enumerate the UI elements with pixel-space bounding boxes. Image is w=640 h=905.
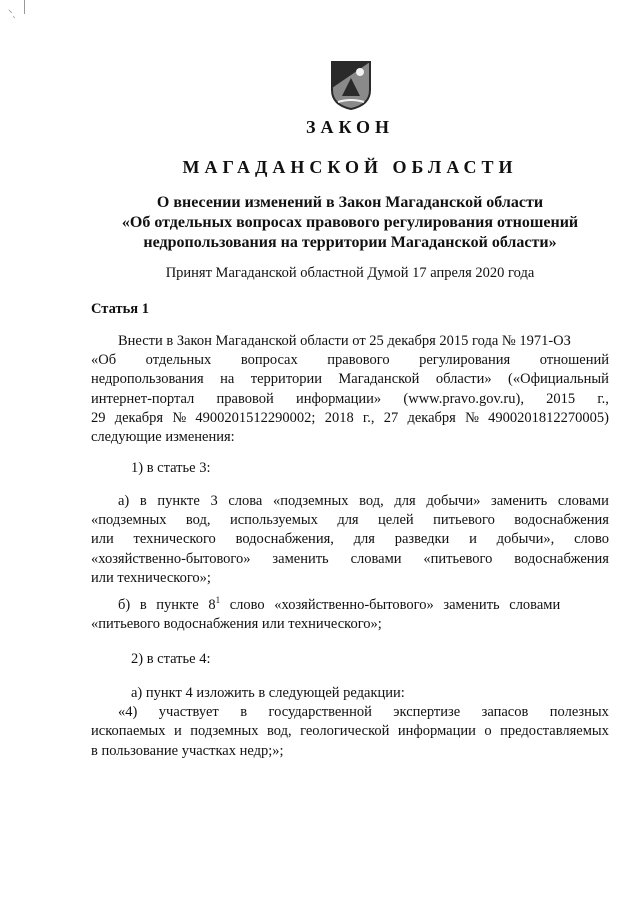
word: заменить (491, 493, 548, 509)
word: экспертизе (393, 704, 461, 721)
text-line (91, 703, 609, 722)
word: словами (350, 550, 402, 567)
word: водоснабжения (514, 550, 609, 567)
word: 4900201812270005) (488, 409, 609, 426)
word: 4900201512290002; (195, 409, 316, 426)
word: № (465, 409, 479, 426)
intro-paragraph (91, 332, 609, 447)
word: предоставляемых (500, 723, 609, 740)
item-1b-text: слово «хозяйственно-бытового» заменить словами (220, 597, 561, 613)
law-title-line: «Об отдельных вопросах правового регулирования отношений (121, 214, 579, 231)
word: разведки (394, 531, 450, 548)
word: и (174, 723, 182, 740)
text-line: а) пункт 4 изложить в следующей редакции: (131, 685, 405, 701)
text-line: в пользование участках недр;»; (91, 742, 284, 759)
word: целей (378, 512, 414, 529)
word: о (484, 723, 492, 740)
word: для (337, 512, 359, 529)
text-line (91, 390, 609, 409)
law-heading: ЗАКОН (305, 117, 395, 137)
item-2a-paragraph (91, 684, 609, 761)
text-line (91, 351, 609, 370)
word: пункте (157, 493, 200, 509)
article-heading: Статья 1 (91, 301, 149, 317)
word: участвует (158, 704, 219, 721)
word: правового (327, 352, 390, 369)
word: ископаемых (91, 723, 166, 740)
word: территории (250, 371, 322, 388)
word: подземных (190, 723, 259, 740)
item-1: 1) в статье 3: (131, 460, 211, 476)
word: в (139, 493, 147, 509)
word: декабря (407, 409, 456, 426)
word: «подземных (91, 512, 167, 529)
region-heading: МАГАДАНСКОЙ ОБЛАСТИ (182, 157, 518, 177)
text-line (91, 596, 609, 615)
item-1b-text: б) в пункте 8 (118, 597, 216, 613)
text-line: «питьевого водоснабжения или технического»; (91, 616, 382, 633)
word: технического (133, 531, 216, 548)
item-1b-paragraph (91, 596, 609, 634)
word: запасов (481, 704, 529, 721)
word: заменить (272, 550, 329, 567)
law-title-line: О внесении изменений в Закон Магаданской области (156, 194, 544, 211)
word: отношений (539, 352, 609, 369)
word: слово (574, 531, 609, 548)
scan-edge-mark: ⸌ˎ (8, 8, 16, 18)
word: недропользования (91, 371, 204, 388)
item-1a-paragraph (91, 492, 609, 588)
text-line (91, 370, 609, 389)
word: используемых (229, 512, 318, 529)
word: правовой (216, 390, 274, 407)
word: для (353, 531, 375, 548)
item-2: 2) в статье 4: (131, 651, 211, 667)
word: геологической (300, 723, 390, 740)
scan-edge-line (24, 0, 25, 14)
word: на (220, 371, 235, 388)
word: («Официальный (508, 371, 609, 388)
word: области» (435, 371, 492, 388)
word: «подземных (273, 493, 349, 509)
word: 29 (91, 409, 106, 426)
word: и (469, 531, 477, 548)
law-title-line: недропользования на территории Магаданской области» (143, 234, 557, 251)
text-line: Внести в Закон Магаданской области от 25 декабря 2015 года № 1971-ОЗ (118, 333, 571, 349)
word: декабря (114, 409, 164, 426)
word: слова (228, 493, 263, 509)
word: 2015 (546, 390, 576, 407)
word: водоснабжения, (235, 531, 334, 548)
text-line (91, 409, 609, 428)
word: информации» (295, 390, 382, 407)
word: добычи», (496, 531, 555, 548)
text-line (91, 492, 609, 511)
word: г., (362, 409, 375, 426)
law-title (0, 193, 640, 253)
word: (www.pravo.gov.ru), (403, 390, 524, 407)
word: «хозяйственно-бытового» (91, 550, 251, 567)
superscript: 1 (215, 595, 221, 606)
word: отдельных (145, 352, 212, 369)
word: водоснабжения (514, 512, 609, 529)
word: в (240, 704, 248, 721)
text-line (91, 530, 609, 549)
word: интернет-портал (91, 390, 195, 407)
coat-of-arms-icon (330, 60, 372, 110)
word: № (172, 409, 187, 426)
text-line (91, 722, 609, 741)
text-line (91, 511, 609, 530)
word: или (91, 531, 114, 548)
adoption-note: Принят Магаданской областной Думой 17 апреля 2020 года (165, 265, 535, 281)
word: «питьевого (423, 550, 493, 567)
word: вод, (267, 723, 292, 740)
word: государственной (268, 704, 372, 721)
word: Магаданской (338, 371, 420, 388)
text-line (91, 550, 609, 569)
word: вопросах (240, 352, 298, 369)
word: 3 (210, 493, 218, 509)
word: словами (557, 493, 609, 509)
word: регулирования (419, 352, 511, 369)
word: информации (397, 723, 476, 740)
word: 2018 (324, 409, 354, 426)
word: вод, (359, 493, 384, 509)
word: питьевого (433, 512, 495, 529)
word: 27 (383, 409, 399, 426)
word: «Об (91, 352, 117, 369)
word: г., (597, 390, 609, 407)
word: вод, (185, 512, 211, 529)
word: полезных (549, 704, 609, 721)
word: добычи» (426, 493, 481, 509)
text-line: следующие изменения: (91, 429, 235, 446)
word: «4) (118, 704, 138, 721)
word: для (394, 493, 416, 509)
word: а) (118, 493, 130, 509)
text-line: или технического»; (91, 569, 211, 586)
